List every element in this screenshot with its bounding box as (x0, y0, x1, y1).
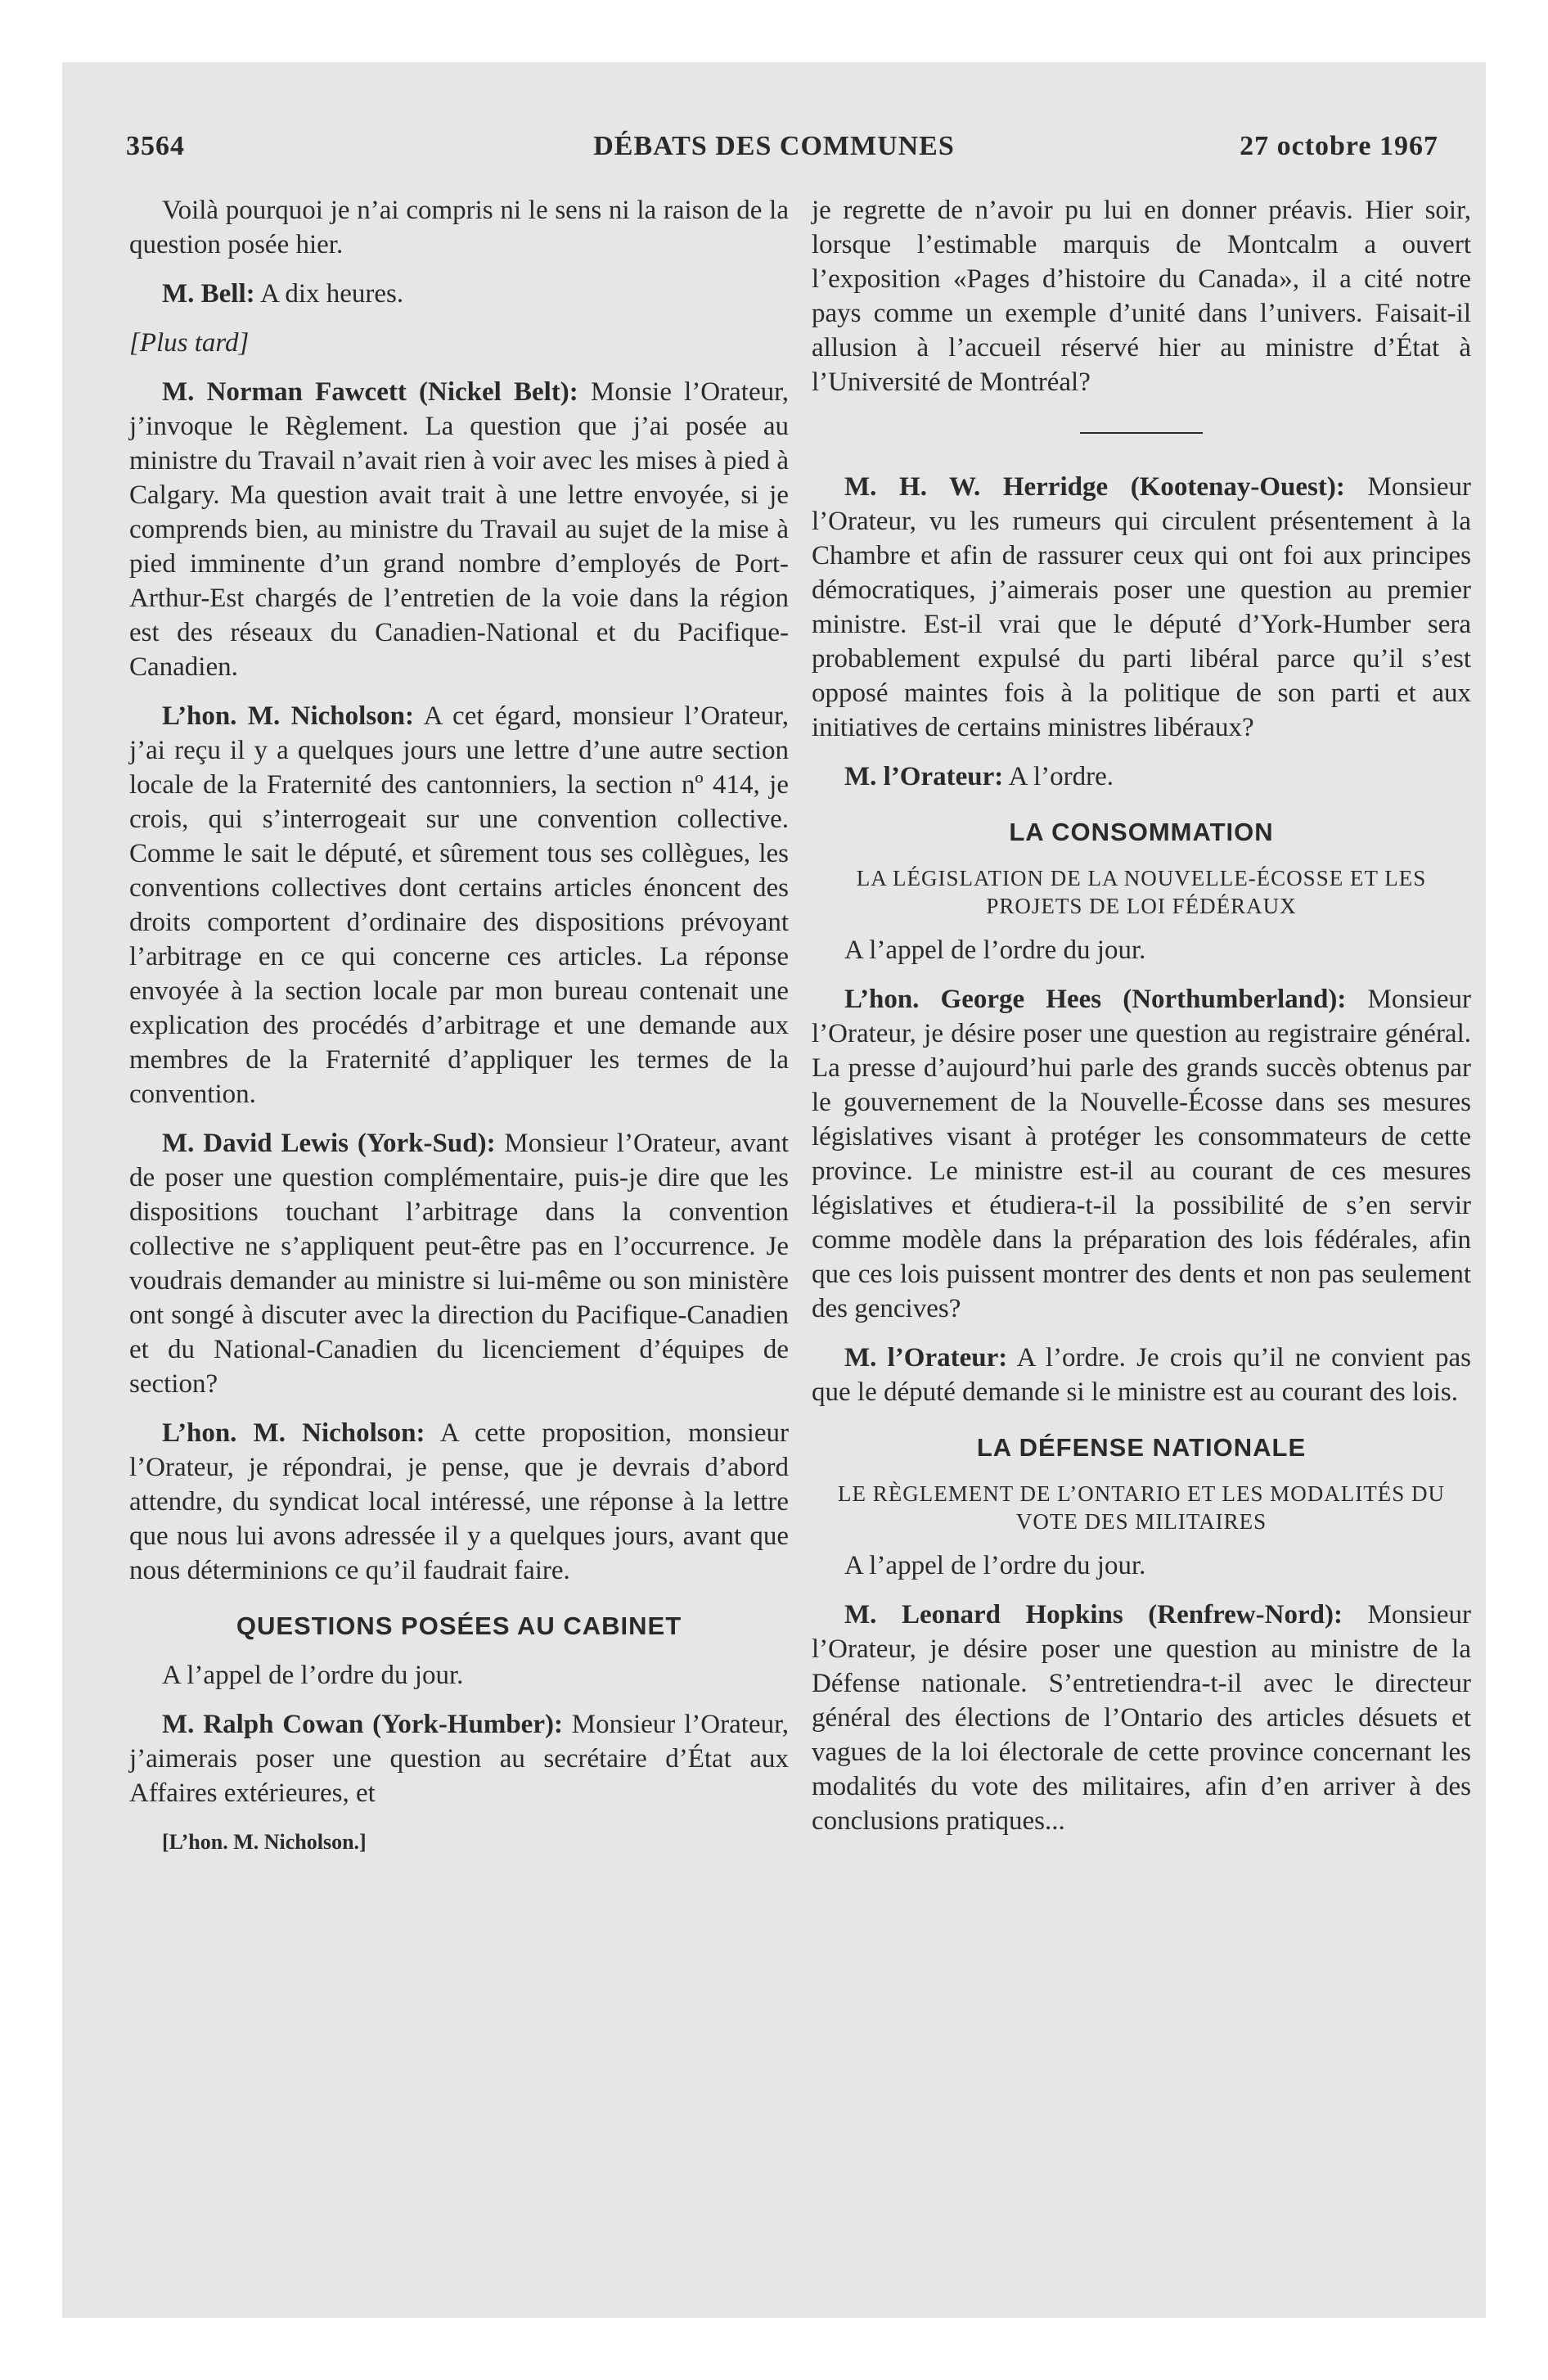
paragraph (812, 470, 1471, 745)
paragraph (129, 375, 789, 684)
speech-text: A l’ordre. (1003, 762, 1114, 791)
speaker-name: M. David Lewis (York-Sud): (162, 1129, 496, 1158)
speaker-name: M. H. W. Herridge (Kootenay-Ouest): (844, 472, 1345, 502)
speaker-name: M. Bell: (162, 279, 255, 309)
paragraph (812, 1598, 1471, 1838)
speaker-name: M. l’Orateur: (844, 762, 1004, 791)
speaker-name: M. l’Orateur: (844, 1343, 1008, 1373)
divider (1080, 432, 1203, 434)
speech-text: A cette proposition, monsieur l’Orateur, je répondrai, je pense, que je devrais d’abord attendre, du syndicat local intéressé, une réponse à la lettre que nous lui avons adressée il y a quelques jours, avant que nous déterminions ce qu’il faudrait faire. (129, 1418, 789, 1585)
speech-text: A cet égard, monsieur l’Orateur, j’ai reçu il y a quelques jours une lettre d’une autre section locale de la Fraternité des cantonniers, la section nº 414, je crois, qui s’interrogeait sur une convention collective. Comme le sait le député, et sûrement tous ses collègues, les conventions collectives dont certains articles énoncent des droits comportent d’ordinaire des dispositions prévoyant l’arbitrage en ce qui concerne ces articles. La réponse envoyée à la section locale par mon bureau contenait une explication des procédés d’arbitrage et une demande aux membres de la Fraternité d’appliquer les termes de la convention. (129, 701, 789, 1109)
section-heading: LA DÉFENSE NATIONALE (976, 1433, 1307, 1462)
speaker-name: L’hon. M. Nicholson: (162, 701, 415, 731)
page-footer-reference: [L’hon. M. Nicholson.] (162, 1830, 367, 1854)
speaker-name: M. Ralph Cowan (York-Humber): (162, 1710, 563, 1739)
paragraph (129, 699, 789, 1111)
page-number: 3564 (126, 131, 185, 161)
page-date: 27 octobre 1967 (1240, 131, 1438, 161)
section-subheading: LE RÈGLEMENT DE L’ONTARIO ET LES MODALITÉS DU VOTE DES MILITAIRES (837, 1481, 1446, 1534)
speech-text: A l’ordre. Je crois qu’il ne convient pas que le député demande si le ministre est au courant des lois. (812, 1343, 1472, 1407)
stage-direction: [Plus tard] (129, 328, 250, 358)
section-subheading: LA LÉGISLATION DE LA NOUVELLE-ÉCOSSE ET LES PROJETS DE LOI FÉDÉRAUX (856, 866, 1427, 918)
page-title: DÉBATS DES COMMUNES (593, 131, 955, 161)
paragraph (129, 1126, 789, 1401)
paragraph: Voilà pourquoi je n’ai compris ni le sens ni la raison de la question posée hier. (129, 196, 789, 259)
paragraph (129, 1416, 789, 1588)
speaker-name: M. Leonard Hopkins (Renfrew-Nord): (844, 1600, 1343, 1629)
speech-text: Monsieur l’Orateur, j’aimerais poser une question au secrétaire d’État aux Affaires extérieures, et (129, 1710, 789, 1808)
paragraph (812, 982, 1471, 1326)
speech-text: Monsieur l’Orateur, vu les rumeurs qui circulent présentement à la Chambre et afin de rassurer ceux qui ont foi aux principes démocratiques, j’aimerais poser une question au premier ministre. Est-il vrai que le député d’York-Humber sera probablement expulsé du parti libéral parce qu’il s’est opposé maintes fois à la politique de son parti et aux initiatives de certains ministres libéraux? (812, 472, 1471, 742)
speech-text: Monsie l’Orateur, j’invoque le Règlement. La question que j’ai posée au ministre du Travail n’avait rien à voir avec les mises à pied à Calgary. Ma question avait trait à une lettre envoyée, si je comprends bien, au ministre du Travail au sujet de la mise à pied imminente d’un grand nombre d’employés de Port-Arthur-Est chargés de l’entretien de la voie dans la région est des réseaux du Canadien-National et du Pacifique-Canadien. (129, 377, 790, 682)
speech-text: Monsieur l’Orateur, je désire poser une question au ministre de la Défense nationale. S’entretiendra-t-il avec le directeur général des élections de l’Ontario des articles désuets et vagues de la loi électorale de cette province concernant les modalités du vote des militaires, afin d’en arriver à des conclusions pratiques... (812, 1600, 1471, 1836)
speaker-name: M. Norman Fawcett (Nickel Belt): (162, 377, 578, 407)
paragraph: A l’appel de l’ordre du jour. (844, 1551, 1146, 1580)
paragraph (129, 1707, 789, 1810)
paragraph: je regrette de n’avoir pu lui en donner préavis. Hier soir, lorsque l’estimable marquis de Montcalm a ouvert l’exposition «Pages d’histoire du Canada», il a cité notre pays comme un exemple d’unité dans l’univers. Faisait-il allusion à l’accueil réservé hier au ministre d’État à l’Université de Montréal? (812, 196, 1471, 397)
section-heading: QUESTIONS POSÉES AU CABINET (236, 1611, 682, 1640)
paragraph (812, 760, 1471, 794)
right-column (812, 193, 1471, 1853)
left-column (129, 193, 789, 1874)
paragraph: A l’appel de l’ordre du jour. (162, 1661, 464, 1690)
paragraph: A l’appel de l’ordre du jour. (844, 935, 1146, 965)
speech-text: A dix heures. (254, 279, 404, 309)
paragraph (812, 1341, 1471, 1409)
paragraph (129, 277, 789, 311)
speaker-name: L’hon. George Hees (Northumberland): (844, 985, 1347, 1014)
speaker-name: L’hon. M. Nicholson: (162, 1418, 425, 1448)
speech-text: Monsieur l’Orateur, avant de poser une question complémentaire, puis-je dire que les dispositions touchant l’arbitrage dans la convention collective ne s’appliquent peut-être pas en l’occurrence. Je voudrais demander au ministre si lui-même ou son ministère ont songé à discuter avec la direction du Pacifique-Canadien et du National-Canadien du licenciement d’équipes de section? (129, 1129, 789, 1399)
section-heading: LA CONSOMMATION (1009, 818, 1274, 846)
speech-text: Monsieur l’Orateur, je désire poser une question au registraire général. La presse d’aujourd’hui parle des grands succès obtenus par le gouvernement de la Nouvelle-Écosse dans ses mesures législatives visant à protéger les consommateurs de cette province. Le ministre est-il au courant de ces mesures législatives et étudiera-t-il la possibilité de s’en servir comme modèle dans la préparation des lois fédérales, afin que ces lois puissent montrer des dents et non pas seulement des gencives? (812, 985, 1471, 1323)
